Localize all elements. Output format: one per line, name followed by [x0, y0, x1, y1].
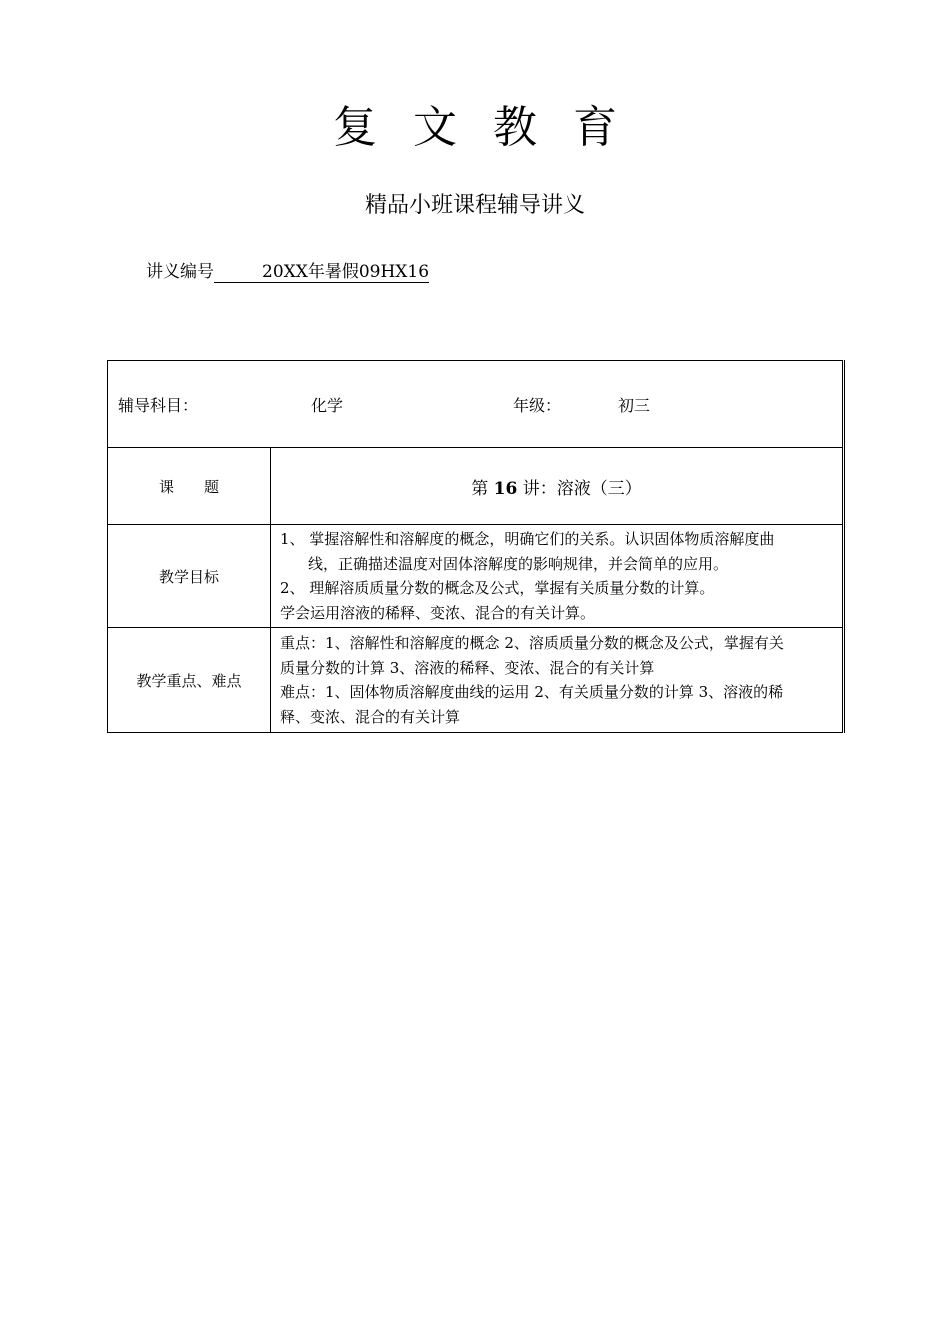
objectives-content	[271, 525, 844, 628]
keypoint-line: 质量分数的计算 3、溶液的稀释、变浓、混合的有关计算	[280, 658, 655, 677]
objectives-label: 教学目标	[108, 525, 271, 628]
objective-line: 学会运用溶液的稀释、变浓、混合的有关计算。	[280, 603, 596, 622]
objectives-row	[108, 525, 844, 628]
grade-label: 年级：	[513, 396, 562, 415]
objective-line: 线，正确描述温度对固体溶解度的影响规律，并会简单的应用。	[308, 554, 729, 573]
objective-line: 2、 理解溶质质量分数的概念及公式，掌握有关质量分数的计算。	[280, 579, 715, 597]
topic-value	[271, 448, 844, 525]
grade-value: 初三	[618, 396, 651, 415]
topic-row	[108, 448, 844, 525]
page-subtitle: 精品小班课程辅导讲义	[364, 193, 585, 218]
objective-line: 1、 掌握溶解性和溶解度的概念，明确它们的关系。认识固体物质溶解度曲	[280, 530, 775, 548]
topic-prefix: 第	[471, 478, 489, 499]
doc-number	[146, 259, 429, 285]
topic-label: 课 题	[108, 448, 271, 525]
page-title: 复文教育	[333, 102, 653, 153]
doc-number-label: 讲义编号	[146, 262, 214, 282]
topic-suffix: 讲：溶液（三）	[522, 478, 642, 499]
keypoints-row	[108, 628, 844, 733]
lesson-info-table	[107, 360, 845, 733]
subject-row	[108, 361, 844, 448]
subject-value: 化学	[311, 396, 344, 415]
subject-label: 辅导科目：	[118, 396, 199, 415]
topic-number: 16	[493, 478, 518, 499]
keypoint-line: 重点：1、溶解性和溶解度的概念 2、溶质质量分数的概念及公式，掌握有关	[280, 634, 784, 652]
doc-number-value: 20XX年暑假09HX16	[214, 262, 429, 283]
keypoint-line: 难点：1、固体物质溶解度曲线的运用 2、有关质量分数的计算 3、溶液的稀	[280, 683, 784, 701]
keypoint-line: 释、变浓、混合的有关计算	[280, 707, 461, 726]
keypoints-content	[271, 628, 844, 733]
keypoints-label: 教学重点、难点	[108, 628, 271, 733]
